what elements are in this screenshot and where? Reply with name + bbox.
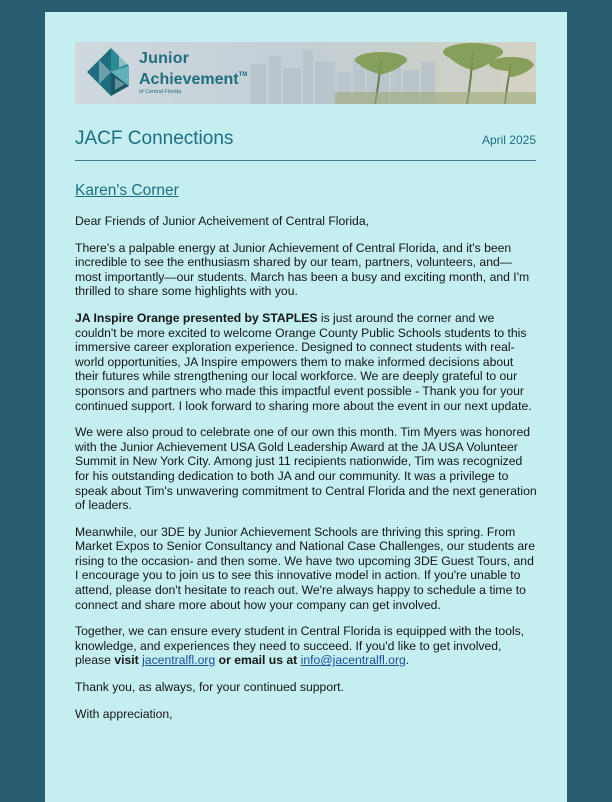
logo-central-florida: of Central Florida bbox=[139, 89, 182, 95]
email-link[interactable]: info@jacentralfl.org bbox=[300, 653, 406, 668]
paragraph-get-involved: Together, we can ensure every student in Central Florida is equipped with the tools, knowledge, and experiences they need to succeed. If you'd like to get involved, please visit jacentralfl.org or email us at info@jacentralfl.org. bbox=[75, 624, 525, 668]
paragraph-ja-inspire: JA Inspire Orange presented by STAPLES is just around the corner and we couldn't be more excited to welcome Orange County Public Schools students to this immersive career exploration experience. Designed to connect students with real-world opportunities, JA Inspire empowers them to make informed decisions about their futures while strengthening our local workforce. We are deeply grateful to our sponsors and partners who made this impactful event possible - Thank you for your continued support. I look forward to sharing more about the event in our next update. bbox=[75, 310, 532, 413]
event-name: JA Inspire Orange presented by STAPLES bbox=[75, 310, 318, 325]
newsletter-title: JACF Connections bbox=[75, 128, 234, 149]
logo-achievement: Achievement™ bbox=[139, 71, 248, 88]
website-link[interactable]: jacentralfl.org bbox=[142, 653, 216, 668]
greeting: Dear Friends of Junior Acheivement of Central Florida, bbox=[75, 214, 369, 228]
letter-body bbox=[75, 214, 537, 733]
paragraph-tim-myers: We were also proud to celebrate one of our own this month. Tim Myers was honored with the Junior Achievement USA Gold Leadership Award at the JA USA Volunteer Summit in New York City. Among just 11 recipients nationwide, Tim was recognized for his outstanding dedication to both JA and our community. It was a privilege to speak about Tim's unwavering commitment to Central Florida and the next generation of leaders. bbox=[75, 425, 537, 513]
newsletter-card bbox=[45, 12, 567, 802]
header-banner bbox=[75, 42, 536, 104]
paragraph-intro: There's a palpable energy at Junior Achievement of Central Florida, and it's been incredible to see the enthusiasm shared by our team, partners, volunteers, and—most importantly—our students. March has been a busy and exciting month, and I'm thrilled to share some highlights with you. bbox=[75, 240, 530, 299]
ja-logo-wordmark bbox=[139, 50, 247, 97]
issue-date: April 2025 bbox=[481, 133, 536, 147]
section-heading[interactable]: Karen's Corner bbox=[75, 182, 179, 199]
thanks-line: Thank you, as always, for your continued support. bbox=[75, 680, 344, 695]
closing-line: With appreciation, bbox=[75, 706, 173, 721]
paragraph-3de: Meanwhile, our 3DE by Junior Achievement Schools are thriving this spring. From Market Expos to Senior Consultancy and National Case Challenges, our students are rising to the occasion- and then some. We have two upcoming 3DE Guest Tours, and I encourage you to join us to see this innovative model in action. If you're unable to attend, please don't hesitate to reach out. We're always happy to schedule a time to connect and share more about how your company can get involved. bbox=[75, 524, 535, 612]
newsletter-title-row bbox=[75, 128, 536, 161]
logo-junior: Junior bbox=[139, 50, 190, 67]
ja-logo-icon bbox=[87, 48, 129, 96]
